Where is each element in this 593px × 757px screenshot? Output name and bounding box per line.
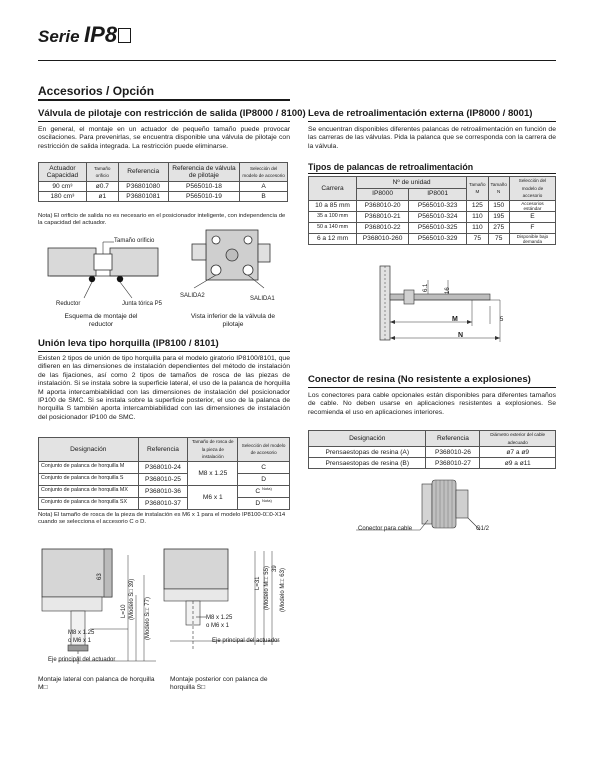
cell: ø0.7 xyxy=(86,182,118,192)
cell: 6 a 12 mm xyxy=(309,233,357,244)
lever-th-num: Nº de unidad xyxy=(357,177,467,189)
cell: Prensaestopas de resina (A) xyxy=(309,447,426,458)
valve-th-pilot: Referencia de válvula de pilotaje xyxy=(168,163,240,182)
serie-prefix: Serie xyxy=(38,27,80,46)
model-M63: (Modelo M□: 63) xyxy=(280,568,286,612)
cell: Prensaestopas de resina (B) xyxy=(309,458,426,469)
model-S77: (Modelo S□: 77) xyxy=(145,597,151,640)
serie-code: IP8 xyxy=(84,22,118,47)
cell: Conjunto de palanca de horquilla MX xyxy=(39,485,139,497)
lever-title-rule xyxy=(308,121,556,122)
cell xyxy=(238,485,290,497)
cell: Conjunto de palanca de horquilla SX xyxy=(39,497,139,509)
lever-table xyxy=(308,176,556,245)
dim-6-1: 6.1 xyxy=(423,283,429,292)
cell: P368010-260 xyxy=(357,233,409,244)
thread-m6-right: o M6 x 1 xyxy=(206,623,230,629)
valve-th-capacity: Actuador Capacidad xyxy=(39,163,87,182)
valve-th-reference: Referencia xyxy=(118,163,168,182)
main-title-rule xyxy=(38,99,290,101)
serie-title xyxy=(38,22,131,48)
cell: P368010-26 xyxy=(426,447,480,458)
fork-table xyxy=(38,437,290,510)
cell: Accesorios estándar xyxy=(509,200,555,211)
dim-5: 5 xyxy=(500,317,504,323)
cell: 125 xyxy=(467,200,488,211)
axis-label-left: Eje principal del actuador xyxy=(48,657,116,663)
table-row xyxy=(39,497,290,509)
cell: P565010-324 xyxy=(409,211,467,222)
salida2-label: SALIDA2 xyxy=(180,293,205,299)
cell: 35 a 100 mm xyxy=(309,211,357,222)
table-row xyxy=(39,192,288,202)
table-row xyxy=(39,485,290,497)
dim-M: M xyxy=(452,316,458,323)
fork-th-selection: Selección del modelo de accesorio xyxy=(238,438,290,462)
cell: P368010-25 xyxy=(138,473,188,485)
cell: P36801080 xyxy=(118,182,168,192)
cell: Conjunto de palanca de horquilla S xyxy=(39,473,139,485)
serie-box-icon xyxy=(118,28,131,43)
lever-th-ip8000: IP8000 xyxy=(357,188,409,200)
cell: P368010-36 xyxy=(138,485,188,497)
dim-63-left: 63 xyxy=(97,573,103,580)
reducer-caption: Esquema de montaje del reductor xyxy=(64,313,138,328)
cell: 275 xyxy=(488,222,509,233)
fork-body: Existen 2 tipos de unión de tipo horquilla para el modelo giratorio IP8100/8101, que difieren en las dimensiones de instalación dependientes del método de instalación de las fijaciones, así como 2 tipos de tamaños de rosca de las piezas de instalación. Si se instala sobre la superficie lateral, el uso de la palanca de horquilla M aporta intercambiabilidad con las dimensiones de instalación del posicionador IP100 de SMC. Si se instala sobre la superficie posterior, el uso de la palanca de horquilla S también aporta intercambiabilidad con las dimensiones de instalación del posicionador IP100 de SMC. xyxy=(38,355,290,421)
dim-N: N xyxy=(458,332,464,339)
cell: P565010-325 xyxy=(409,222,467,233)
table-row xyxy=(309,458,556,469)
cell: P368010-27 xyxy=(426,458,480,469)
axis-label-right: Eje principal del actuador xyxy=(212,638,280,644)
fork-title-rule xyxy=(38,351,290,352)
sel-value: C xyxy=(255,488,261,496)
main-title: Accesorios / Opción xyxy=(38,84,155,98)
cell: P368010-37 xyxy=(138,497,188,509)
reducer-label: Reductor xyxy=(56,301,81,307)
sel-value: D xyxy=(255,500,261,508)
note-mark: Nota) xyxy=(262,486,272,492)
cell: P565010-329 xyxy=(409,233,467,244)
lever-body: Se encuentran disponibles diferentes palancas de retroalimentación en función de las carreras de las válvulas. Pida la palanca que se corresponda con la carrera de la válvula. xyxy=(308,126,556,150)
table-row xyxy=(309,233,556,244)
lever-sub-rule xyxy=(308,173,556,174)
model-S39: (Modelo S□ 39) xyxy=(129,578,135,620)
conn-th-dia: Diámetro exterior del cable adecuado xyxy=(480,431,556,447)
cell: P368010-22 xyxy=(357,222,409,233)
pilot-caption: Vista inferior de la válvula de pilotaje xyxy=(190,313,276,328)
lever-title: Leva de retroalimentación externa (IP8000 / 8001) xyxy=(308,108,533,119)
thread-m8-left: M8 x 1.25 xyxy=(68,630,95,636)
valve-table xyxy=(38,162,288,202)
connector-table xyxy=(308,430,556,469)
pilot-valve-diagram xyxy=(176,224,284,294)
valve-title-rule xyxy=(38,121,290,122)
side-mount-caption: Montaje lateral con palanca de horquilla M□ xyxy=(38,676,155,691)
cell: M8 x 1.25 xyxy=(188,461,238,485)
lever-th-m: Tamaño M xyxy=(467,177,488,201)
table-row xyxy=(309,222,556,233)
orifice-label: Tamaño orificio xyxy=(114,238,155,244)
valve-title: Válvula de pilotaje con restricción de salida (IP8000 / 8100) xyxy=(38,108,306,119)
g12-label: G1/2 xyxy=(476,526,490,532)
table-row xyxy=(39,473,290,485)
oring-label: Junta tórica P5 xyxy=(122,301,163,307)
cell: 180 cm³ xyxy=(39,192,87,202)
lever-th-ip8001: IP8001 xyxy=(409,188,467,200)
table-row xyxy=(309,200,556,211)
model-M55: (Modelo M□: 55) xyxy=(264,566,270,610)
cell: A xyxy=(240,182,288,192)
table-row xyxy=(39,461,290,473)
valve-note: Nota) El orificio de salida no es necesario en el posicionador inteligente, con independencia de la capacidad del actuador. xyxy=(38,213,286,226)
lever-diagram xyxy=(376,262,516,348)
cell: Disponible bajo demanda xyxy=(509,233,555,244)
cell: 110 xyxy=(467,222,488,233)
lever-subtitle: Tipos de palancas de retroalimentación xyxy=(308,162,474,172)
cell: P565010-323 xyxy=(409,200,467,211)
cell: C xyxy=(238,461,290,473)
cell: 195 xyxy=(488,211,509,222)
salida1-label: SALIDA1 xyxy=(250,296,275,302)
thread-m6-left: o M6 x 1 xyxy=(68,638,92,644)
cell: P368010-24 xyxy=(138,461,188,473)
cell: P565010-18 xyxy=(168,182,240,192)
cell: B xyxy=(240,192,288,202)
valve-th-selection: Selección del modelo de accesorio xyxy=(240,163,288,182)
table-row xyxy=(309,447,556,458)
dim-L10: L=10 xyxy=(121,604,127,618)
dim-L31: L=31 xyxy=(255,576,261,590)
cell: P565010-19 xyxy=(168,192,240,202)
fork-th-ref: Referencia xyxy=(138,438,188,462)
fork-note: Nota) El tamaño de rosca de la pieza de instalación es M6 x 1 para el modelo IP8100-0□0-X14 cuando se selecciona el accesorio C o D. xyxy=(38,512,286,525)
table-row xyxy=(309,211,556,222)
cell: ø1 xyxy=(86,192,118,202)
table-row xyxy=(39,182,288,192)
dim-16: 16 xyxy=(445,287,451,294)
fork-th-thread: Tamaño de rosca de la pieza de instalación xyxy=(188,438,238,462)
connector-title: Conector de resina (No resistente a explosiones) xyxy=(308,374,531,385)
cell: 90 cm³ xyxy=(39,182,87,192)
cell: 150 xyxy=(488,200,509,211)
cable-connector-label: Conector para cable xyxy=(358,526,413,532)
cell: 10 a 85 mm xyxy=(309,200,357,211)
conn-th-ref: Referencia xyxy=(426,431,480,447)
note-mark: Nota) xyxy=(262,498,272,504)
cell: 50 a 140 mm xyxy=(309,222,357,233)
conn-th-name: Designación xyxy=(309,431,426,447)
cell: P368010-21 xyxy=(357,211,409,222)
cell: P368010-20 xyxy=(357,200,409,211)
connector-body: Los conectores para cable opcionales están disponibles para diferentes tamaños de cable. No deben usarse en aplicaciones resistentes a explosiones. Se recomienda el uso en aplicaciones interiores. xyxy=(308,392,556,416)
lever-th-carrera: Carrera xyxy=(309,177,357,201)
cell: 75 xyxy=(467,233,488,244)
cell xyxy=(238,497,290,509)
cell: 75 xyxy=(488,233,509,244)
connector-title-rule xyxy=(308,387,556,388)
thread-m8-right: M8 x 1.25 xyxy=(206,615,233,621)
cell: E xyxy=(509,211,555,222)
valve-body: En general, el montaje en un actuador de pequeño tamaño puede provocar oscilaciones. Para prevenirlas, se encuentra disponible una válvula de pilotaje con restricción de salida integrada. La restricción puede eliminarse. xyxy=(38,126,290,150)
cell: Conjunto de palanca de horquilla M xyxy=(39,461,139,473)
cell: ø7 a ø9 xyxy=(480,447,556,458)
dim-39: 39 xyxy=(272,565,278,572)
lever-th-n: Tamaño N xyxy=(488,177,509,201)
cell: F xyxy=(509,222,555,233)
fork-th-name: Designación xyxy=(39,438,139,462)
cell: ø9 a ø11 xyxy=(480,458,556,469)
cell: P36801081 xyxy=(118,192,168,202)
cell: 110 xyxy=(467,211,488,222)
cell: M6 x 1 xyxy=(188,485,238,509)
fork-title: Unión leva tipo horquilla (IP8100 / 8101) xyxy=(38,338,219,349)
lever-th-sel: Selección del modelo de accesorio xyxy=(509,177,555,201)
header-rule xyxy=(38,60,556,61)
rear-mount-caption: Montaje posterior con palanca de horquilla S□ xyxy=(170,676,268,691)
cell: D xyxy=(238,473,290,485)
valve-th-orifice: Tamaño orificio xyxy=(86,163,118,182)
